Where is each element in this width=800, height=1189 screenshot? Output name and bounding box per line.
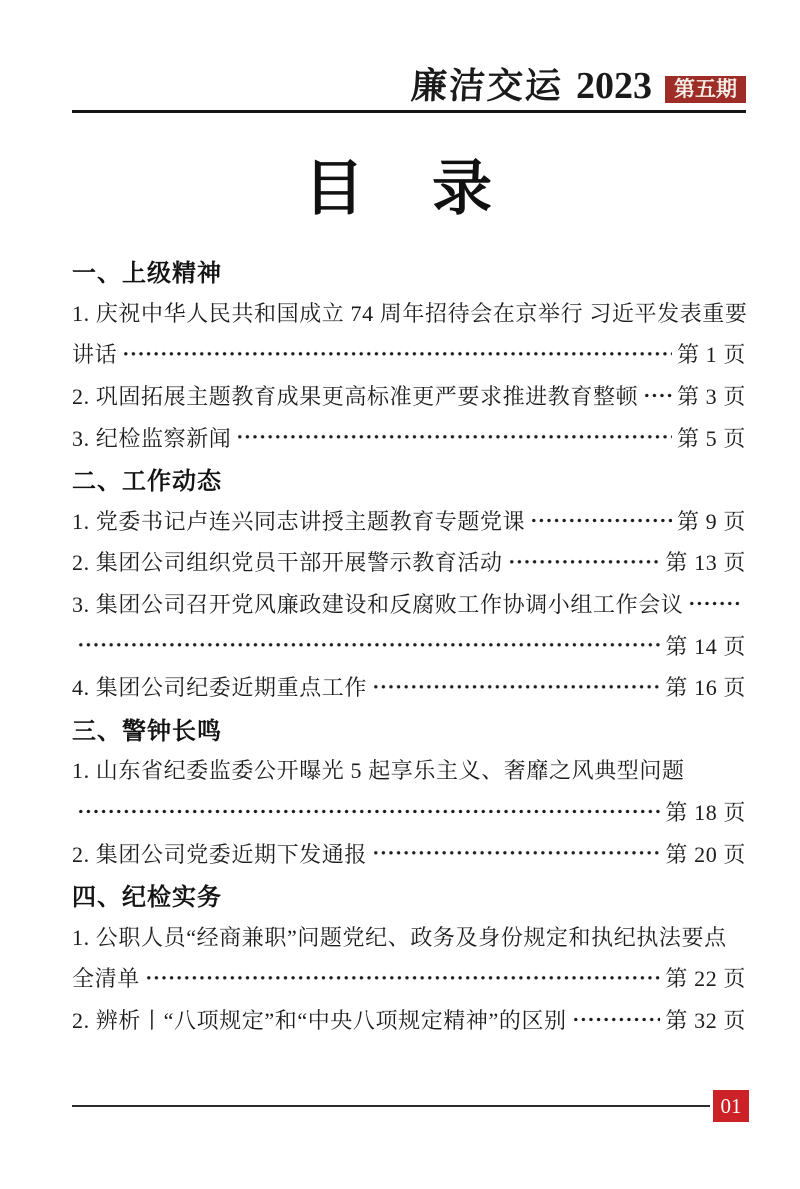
dot-leader — [77, 791, 660, 833]
toc-entry-text: 1. 庆祝中华人民共和国成立 74 周年招待会在京举行 习近平发表重要 — [72, 300, 748, 326]
toc-entry-text: 4. 集团公司纪委近期重点工作 — [72, 675, 368, 701]
footer-rule — [72, 1105, 710, 1107]
page-title: 目 录 — [304, 156, 496, 222]
toc-entry-text: 1. 党委书记卢连兴同志讲授主题教育专题党课 — [72, 508, 526, 534]
toc-entry-text: 2. 巩固拓展主题教育成果更高标准更严要求推进教育整顿 — [72, 384, 639, 410]
dot-leader — [508, 541, 661, 583]
toc-entry-line — [72, 957, 746, 999]
masthead-year: 2023 — [576, 65, 652, 107]
toc-entry-text: 3. 纪检监察新闻 — [72, 425, 232, 451]
toc-page-number: 第 18 页 — [665, 800, 746, 826]
toc-entry-line — [72, 500, 746, 542]
toc-entry-line — [72, 541, 746, 583]
masthead — [72, 66, 746, 106]
toc-section-heading: 四、纪检实务 — [72, 884, 222, 912]
toc-section-heading: 一、上级精神 — [72, 260, 222, 288]
toc-page-number: 第 1 页 — [676, 342, 746, 368]
page-number-badge: 01 — [713, 1090, 749, 1122]
toc-entry-line — [72, 832, 746, 874]
toc-entry-line — [72, 583, 746, 625]
dot-leader — [688, 583, 741, 625]
toc-page-number: 第 32 页 — [665, 1007, 746, 1033]
dot-leader — [572, 999, 661, 1041]
masthead-title: 廉洁交运 — [409, 66, 565, 106]
toc-entry-line — [72, 749, 746, 791]
dot-leader — [77, 624, 660, 666]
dot-leader — [145, 957, 661, 999]
toc-entry-line — [72, 375, 746, 417]
toc-entry-text: 2. 集团公司党委近期下发通报 — [72, 841, 368, 867]
toc-entry-text: 2. 集团公司组织党员干部开展警示教育活动 — [72, 550, 503, 576]
issue-badge: 第五期 — [665, 76, 746, 103]
toc-page-number: 第 5 页 — [676, 425, 746, 451]
toc-page-number: 第 14 页 — [665, 633, 746, 659]
toc-page-number: 第 22 页 — [665, 966, 746, 992]
toc-entry-line — [72, 624, 746, 666]
dot-leader — [530, 500, 672, 542]
toc-entry-line — [72, 916, 746, 958]
dot-leader — [643, 375, 672, 417]
dot-leader — [372, 832, 660, 874]
toc-entry-line — [72, 333, 746, 375]
footer — [72, 1089, 749, 1123]
toc-entry-text: 讲话 — [72, 342, 118, 368]
toc-page-number: 第 16 页 — [665, 675, 746, 701]
toc-entry-line — [72, 791, 746, 833]
toc-page-number: 第 3 页 — [676, 384, 746, 410]
toc-entry-line — [72, 292, 746, 334]
dot-leader — [372, 666, 660, 708]
toc-entry-line — [72, 666, 746, 708]
toc-page-number: 第 9 页 — [676, 508, 746, 534]
toc-entry-text: 1. 公职人员“经商兼职”问题党纪、政务及身份规定和执纪执法要点 — [72, 924, 727, 950]
dot-leader — [122, 333, 672, 375]
toc-entry-text: 3. 集团公司召开党风廉政建设和反腐败工作协调小组工作会议 — [72, 592, 684, 618]
toc-page-number: 第 20 页 — [665, 841, 746, 867]
toc-entry-text: 2. 辨析丨“八项规定”和“中央八项规定精神”的区别 — [72, 1007, 567, 1033]
toc-entry-line — [72, 416, 746, 458]
header-rule — [72, 110, 746, 113]
toc-entry-line — [72, 999, 746, 1041]
toc-section-heading: 二、工作动态 — [72, 468, 222, 496]
dot-leader — [236, 416, 672, 458]
toc-entry-text: 1. 山东省纪委监委公开曝光 5 起享乐主义、奢靡之风典型问题 — [72, 758, 685, 784]
toc-section-heading: 三、警钟长鸣 — [72, 717, 222, 745]
toc-page-number: 第 13 页 — [665, 550, 746, 576]
toc — [72, 250, 746, 1040]
toc-entry-text: 全清单 — [72, 966, 140, 992]
